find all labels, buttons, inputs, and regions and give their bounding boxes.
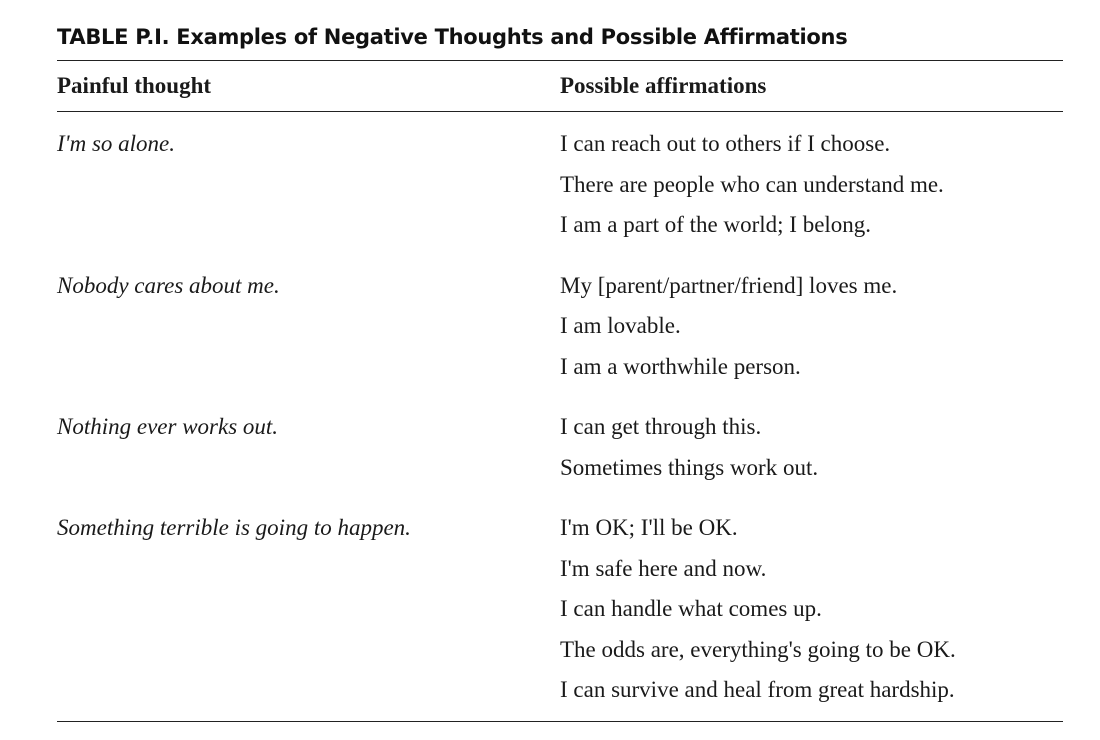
- table-row: [57, 266, 1063, 388]
- table-title: TABLE P.I. Examples of Negative Thoughts and Possible Affirmations: [57, 25, 848, 49]
- header-possible-affirmations: Possible affirmations: [560, 73, 767, 98]
- affirmation-list: [560, 124, 1063, 246]
- affirmation: My [parent/partner/friend] loves me.: [560, 272, 898, 298]
- painful-thought: Nobody cares about me.: [57, 272, 280, 298]
- affirmation: I can handle what comes up.: [560, 596, 822, 621]
- affirmation: The odds are, everything's going to be OK.: [560, 636, 956, 662]
- affirmation: I am a part of the world; I belong.: [560, 212, 872, 237]
- header-painful-thought: Painful thought: [57, 73, 212, 98]
- table-row: [57, 124, 1063, 246]
- painful-thought: Nothing ever works out.: [57, 414, 279, 439]
- table-row: [57, 508, 1063, 711]
- document-page: [57, 20, 1063, 722]
- affirmation: Sometimes things work out.: [560, 454, 819, 480]
- painful-thought: Something terrible is going to happen.: [57, 515, 411, 540]
- affirmation: There are people who can understand me.: [560, 171, 944, 197]
- bottom-rule: [57, 721, 1063, 722]
- affirmation-list: [560, 407, 1063, 488]
- table-row: [57, 407, 1063, 488]
- affirmation: I can get through this.: [560, 414, 762, 439]
- affirmation: I can reach out to others if I choose.: [560, 131, 891, 156]
- table-body: [57, 112, 1063, 721]
- affirmation: I'm safe here and now.: [560, 555, 767, 581]
- affirmation: I can survive and heal from great hardship.: [560, 677, 955, 702]
- affirmation-list: [560, 266, 1063, 388]
- affirmation: I am a worthwhile person.: [560, 353, 801, 379]
- affirmation: I'm OK; I'll be OK.: [560, 515, 738, 540]
- affirmation: I am lovable.: [560, 313, 681, 338]
- table-header-row: [57, 61, 1063, 111]
- painful-thought: I'm so alone.: [57, 131, 175, 156]
- affirmation-list: [560, 508, 1063, 711]
